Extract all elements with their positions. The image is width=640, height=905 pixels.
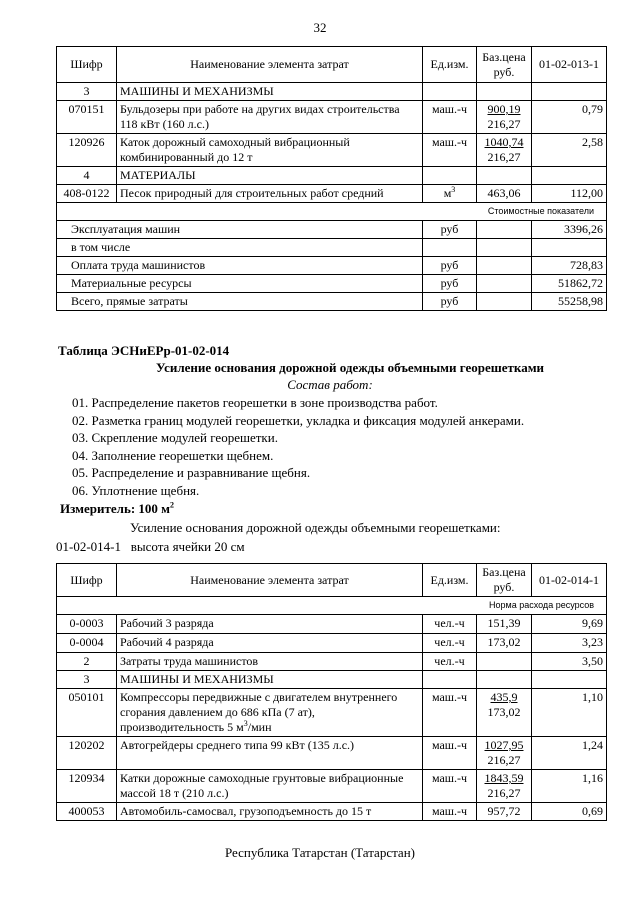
subtitle: Усиление основания дорожной одежды объемными георешетками: [130,520,501,535]
section-title: МАШИНЫ И МЕХАНИЗМЫ [117,83,423,101]
price-total: 957,72 [487,804,521,818]
table-row [57,185,607,203]
price-wage: 216,27 [487,117,521,131]
page-footer: Республика Татарстан (Татарстан) [225,845,415,860]
resource-value: 3,50 [532,653,607,671]
resource-name: Компрессоры передвижные с двигателем внутреннего сгорания давлением до 686 кПа (7 ат), производительность 5 $м^3$/мин [117,689,423,737]
price-wage: 216,27 [487,753,521,767]
table-row [57,101,607,134]
estimate-table-1 [56,46,607,311]
summary-row [57,275,607,293]
header-price: Баз.цена руб. [477,564,532,597]
table-row [57,634,607,653]
resource-value: 112,00 [532,185,607,203]
table-header-row [57,564,607,597]
resource-unit: чел.-ч [423,615,477,634]
resource-name: Катки дорожные самоходные грунтовые вибрационные массой 18 т (210 л.с.) [117,770,423,803]
summary-empty [477,293,532,311]
header-name: Наименование элемента затрат [117,47,423,83]
work-item: 05. Распределение и разравнивание щебня. [72,465,311,481]
price-total: 435,9 [490,690,518,704]
resource-unit: маш.-ч [423,101,477,134]
price-wage: 173,02 [487,705,521,719]
work-item: 01. Распределение пакетов георешетки в зоне производства работ. [72,395,438,410]
resource-code: 0-0003 [57,615,117,634]
summary-label: Материальные ресурсы [57,275,423,293]
resource-unit: $м^3$ [423,185,477,203]
table-title: Усиление основания дорожной одежды объемными георешетками [155,360,545,375]
work-item: 04. Заполнение георешетки щебнем. [72,447,274,463]
resource-price [477,770,532,803]
summary-value: 51862,72 [532,275,607,293]
summary-empty [477,275,532,293]
resource-name: Рабочий 4 разряда [117,634,423,653]
resource-value: 1,16 [532,770,607,803]
resource-unit: чел.-ч [423,634,477,653]
summary-unit: руб [423,221,477,239]
resource-value: 1,24 [532,737,607,770]
resource-code: 120926 [57,134,117,167]
resource-name: Песок природный для строительных работ средний [117,185,423,203]
price-total: 1843,59 [484,771,524,785]
page-number: 32 [313,20,327,35]
resource-code: 120202 [57,737,117,770]
norm-label: Норма расхода ресурсов [57,597,607,615]
resource-value: 3,23 [532,634,607,653]
resource-price: 463,06 [477,185,532,203]
works-heading: Состав работ: [287,377,373,392]
resource-price [477,803,532,821]
table-row [57,770,607,803]
header-norm: 01-02-013-1 [532,47,607,83]
section-row [57,83,607,101]
price-wage: 216,27 [487,150,521,164]
resource-value: 0,79 [532,101,607,134]
section-number: 3 [57,83,117,101]
resource-code: 408-0122 [57,185,117,203]
resource-code: 120934 [57,770,117,803]
resource-unit: маш.-ч [423,689,477,737]
section-row [57,167,607,185]
header-norm: 01-02-014-1 [532,564,607,597]
resource-value: 9,69 [532,615,607,634]
estimate-table-2 [56,563,607,821]
resource-unit: чел.-ч [423,653,477,671]
indicators-label: Стоимостные показатели [57,203,607,221]
summary-row [57,239,607,257]
table-row [57,615,607,634]
summary-label: в том числе [57,239,423,257]
resource-name: Каток дорожный самоходный вибрационный комбинированный до 12 т [117,134,423,167]
price-total: 1040,74 [484,135,524,149]
resource-name: Автогрейдеры среднего типа 99 кВт (135 л.с.) [117,737,423,770]
price-total: 900,19 [487,102,521,116]
resource-price [477,689,532,737]
table-row [57,803,607,821]
resource-unit: маш.-ч [423,803,477,821]
work-item: 06. Уплотнение щебня. [72,482,200,498]
resource-code: 070151 [57,101,117,134]
resource-value: 2,58 [532,134,607,167]
resource-name: Автомобиль-самосвал, грузоподъемность до 15 т [117,803,423,821]
summary-unit [423,239,477,257]
header-name: Наименование элемента затрат [117,564,423,597]
resource-price [477,101,532,134]
summary-value: 728,83 [532,257,607,275]
resource-price [477,737,532,770]
resource-code: 0-0004 [57,634,117,653]
table-header-row [57,47,607,83]
summary-empty [477,221,532,239]
summary-row [57,221,607,239]
header-price: Баз.цена руб. [477,47,532,83]
work-item: 02. Разметка границ модулей георешетки, укладка и фиксация модулей анкерами. [72,412,525,428]
table-caption: Таблица ЭСНиЕРр-01-02-014 [58,343,230,358]
header-unit: Ед.изм. [423,47,477,83]
resource-code: 400053 [57,803,117,821]
table-row [57,134,607,167]
norm-label-row [57,597,607,615]
summary-unit: руб [423,257,477,275]
resource-price [477,134,532,167]
header-code: Шифр [57,564,117,597]
header-unit: Ед.изм. [423,564,477,597]
summary-unit: руб [423,275,477,293]
summary-label: Эксплуатация машин [57,221,423,239]
section-title: МАШИНЫ И МЕХАНИЗМЫ [117,671,423,689]
section-number: 2 [57,653,117,671]
table-row [57,689,607,737]
section-number: 3 [57,671,117,689]
summary-row [57,257,607,275]
summary-empty [477,257,532,275]
resource-unit: маш.-ч [423,770,477,803]
resource-code: 050101 [57,689,117,737]
work-item: 03. Скрепление модулей георешетки. [72,430,278,446]
resource-price: 173,02 [477,634,532,653]
resource-name: Затраты труда машинистов [117,653,423,671]
item-line: 01-02-014-1 высота ячейки 20 см [56,539,245,554]
resource-value: 0,69 [532,803,607,821]
works-list [72,394,524,500]
resource-name: Бульдозеры при работе на других видах строительства 118 кВт (160 л.с.) [117,101,423,134]
summary-row [57,293,607,311]
section-row [57,671,607,689]
header-code: Шифр [57,47,117,83]
summary-value: 3396,26 [532,221,607,239]
labor-row [57,653,607,671]
price-wage: 216,27 [487,786,521,800]
summary-value [532,239,607,257]
resource-name: Рабочий 3 разряда [117,615,423,634]
summary-empty [477,239,532,257]
section-number: 4 [57,167,117,185]
table-row [57,737,607,770]
resource-unit: маш.-ч [423,134,477,167]
resource-value: 1,10 [532,689,607,737]
resource-unit: маш.-ч [423,737,477,770]
resource-price: 151,39 [477,615,532,634]
measure-label: Измеритель: 100 $м^2$ [60,500,175,516]
summary-label: Всего, прямые затраты [57,293,423,311]
indicators-row [57,203,607,221]
summary-label: Оплата труда машинистов [57,257,423,275]
section-title: МАТЕРИАЛЫ [117,167,423,185]
price-total: 1027,95 [484,738,524,752]
summary-value: 55258,98 [532,293,607,311]
summary-unit: руб [423,293,477,311]
